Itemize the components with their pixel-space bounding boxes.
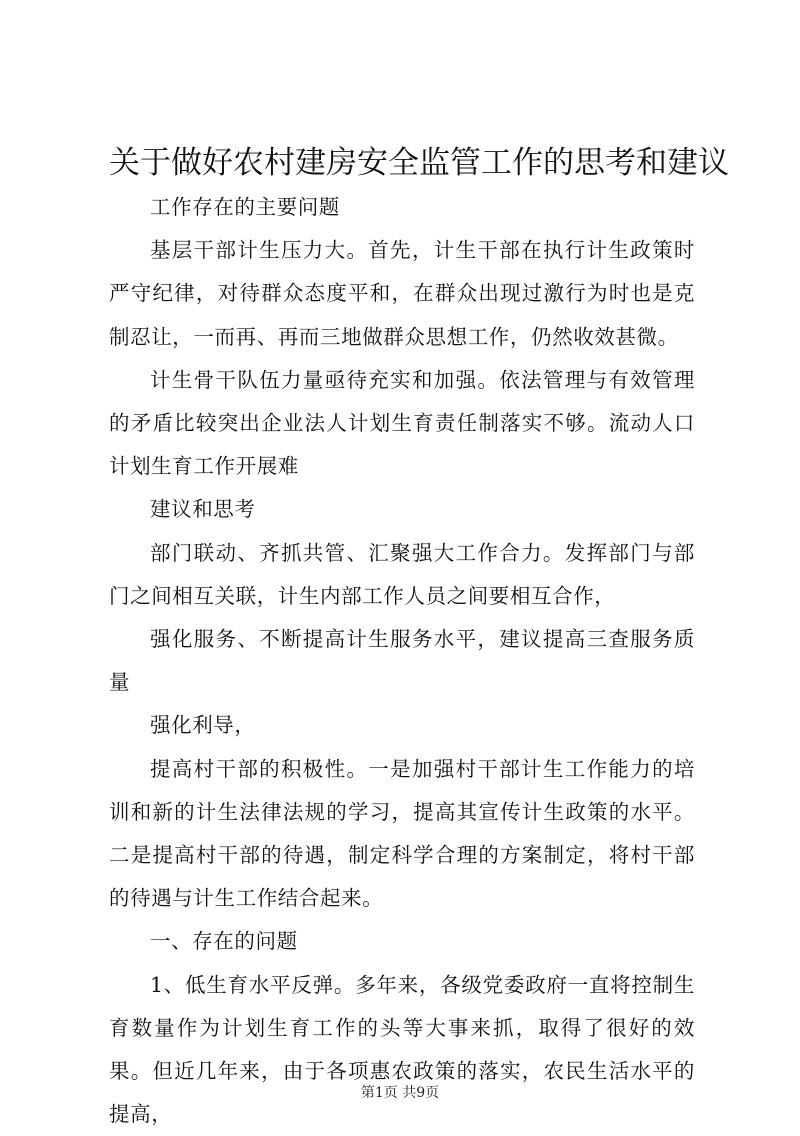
paragraph: 计生骨干队伍力量亟待充实和加强。依法管理与有效管理的矛盾比较突出企业法人计划生育责任制落实不够。流动人口计划生育工作开展难	[109, 367, 695, 479]
paragraph: 基层干部计生压力大。首先，计生干部在执行计生政策时严守纪律，对待群众态度平和，在群众出现过激行为时也是克制忍让，一而再、再而三地做群众思想工作，仍然收效甚微。	[109, 238, 695, 349]
document-body	[109, 186, 695, 1136]
document-title: 关于做好农村建房安全监管工作的思考和建议	[109, 145, 729, 181]
paragraph-section-heading: 一、存在的问题	[150, 929, 298, 954]
paragraph-section-heading: 工作存在的主要问题	[150, 195, 340, 219]
paragraph: 提高村干部的积极性。一是加强村干部计生工作能力的培训和新的计生法律法规的学习，提高其宣传计生政策的水平。二是提高村干部的待遇，制定科学合理的方案制定，将村干部的待遇与计生工作结合起来。	[109, 756, 695, 911]
paragraph: 部门联动、齐抓共管、汇聚强大工作合力。发挥部门与部门之间相互关联，计生内部工作人员之间要相互合作，	[109, 540, 695, 608]
paragraph: 强化利导，	[150, 713, 256, 738]
paragraph: 强化服务、不断提高计生服务水平，建议提高三查服务质量	[109, 627, 695, 695]
page-number-footer: 第1页 共9页	[360, 1085, 440, 1101]
paragraph: 1、低生育水平反弹。多年来，各级党委政府一直将控制生育数量作为计划生育工作的头等大事来抓，取得了很好的效果。但近几年来，由于各项惠农政策的落实，农民生活水平的提高，	[109, 972, 695, 1127]
paragraph-section-heading: 建议和思考	[150, 497, 256, 522]
